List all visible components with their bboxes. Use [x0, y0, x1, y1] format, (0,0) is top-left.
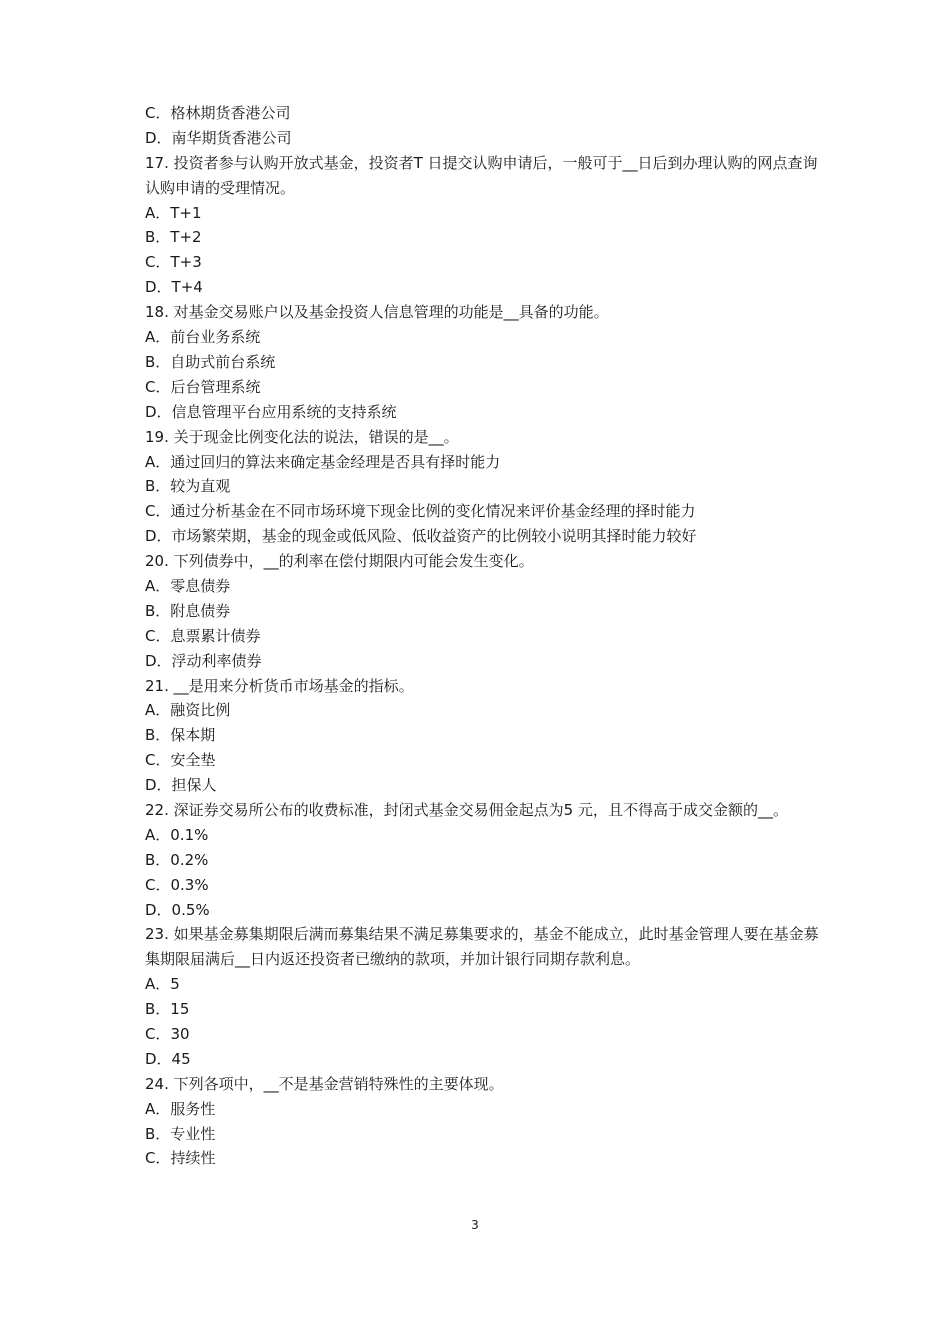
option-line: C．后台管理系统: [145, 377, 261, 396]
page-number: 3: [471, 1218, 479, 1232]
option-line: D．信息管理平台应用系统的支持系统: [145, 402, 397, 421]
question-line: 19. 关于现金比例变化法的说法，错误的是__。: [145, 427, 459, 446]
option-line: C．格林期货香港公司: [145, 104, 291, 122]
option-line: B．0.2%: [145, 850, 209, 869]
option-line: C．息票累计债券: [145, 626, 261, 645]
option-line: B．T+2: [145, 228, 202, 247]
option-line: B．附息债券: [145, 601, 231, 620]
option-line: C．T+3: [145, 253, 202, 272]
question-line: 24. 下列各项中，__不是基金营销特殊性的主要体现。: [145, 1074, 504, 1093]
question-line: 18. 对基金交易账户以及基金投资人信息管理的功能是__具备的功能。: [145, 303, 609, 322]
option-line: B．保本期: [145, 726, 216, 745]
option-line: B．专业性: [145, 1124, 216, 1143]
option-line: A．5: [145, 975, 180, 994]
option-line: C．通过分析基金在不同市场环境下现金比例的变化情况来评价基金经理的择时能力: [145, 502, 696, 521]
question-line: 21. __是用来分析货币市场基金的指标。: [145, 676, 414, 695]
option-line: D．担保人: [145, 776, 217, 795]
option-line: B．15: [145, 1000, 190, 1019]
option-line: D．45: [145, 1049, 191, 1068]
option-line: D．市场繁荣期，基金的现金或低风险、低收益资产的比例较小说明其择时能力较好: [145, 527, 697, 546]
question-line: 22. 深证券交易所公布的收费标准，封闭式基金交易佣金起点为5 元，且不得高于成交金额的__。: [145, 800, 788, 819]
question-line: 23. 如果基金募集期限后满而募集结果不满足募集要求的，基金不能成立，此时基金管理人要在基金募集期限届满后__日内返还投资者已缴纳的款项，并加计银行同期存款利息。: [145, 925, 819, 969]
option-line: D．T+4: [145, 278, 203, 297]
option-line: C．0.3%: [145, 875, 209, 894]
option-line: C．持续性: [145, 1149, 216, 1168]
option-line: A．通过回归的算法来确定基金经理是否具有择时能力: [145, 452, 501, 471]
page-body: [145, 101, 825, 1171]
option-line: B．自助式前台系统: [145, 352, 276, 371]
option-line: A．服务性: [145, 1099, 216, 1118]
option-line: D．0.5%: [145, 900, 210, 919]
question-line: 17. 投资者参与认购开放式基金，投资者T 日提交认购申请后，一般可于__日后到办理认购的网点查询认购申请的受理情况。: [145, 153, 818, 197]
option-line: B．较为直观: [145, 477, 231, 496]
option-line: A．融资比例: [145, 701, 231, 720]
option-line: A．零息债券: [145, 576, 231, 595]
option-line: D．浮动利率债券: [145, 651, 262, 670]
option-line: C．30: [145, 1025, 190, 1044]
option-line: A．前台业务系统: [145, 328, 261, 347]
option-line: D．南华期货香港公司: [145, 128, 292, 147]
question-line: 20. 下列债券中，__的利率在偿付期限内可能会发生变化。: [145, 552, 534, 571]
option-line: C．安全垫: [145, 751, 216, 770]
option-line: A．T+1: [145, 203, 202, 222]
option-line: A．0.1%: [145, 825, 209, 844]
